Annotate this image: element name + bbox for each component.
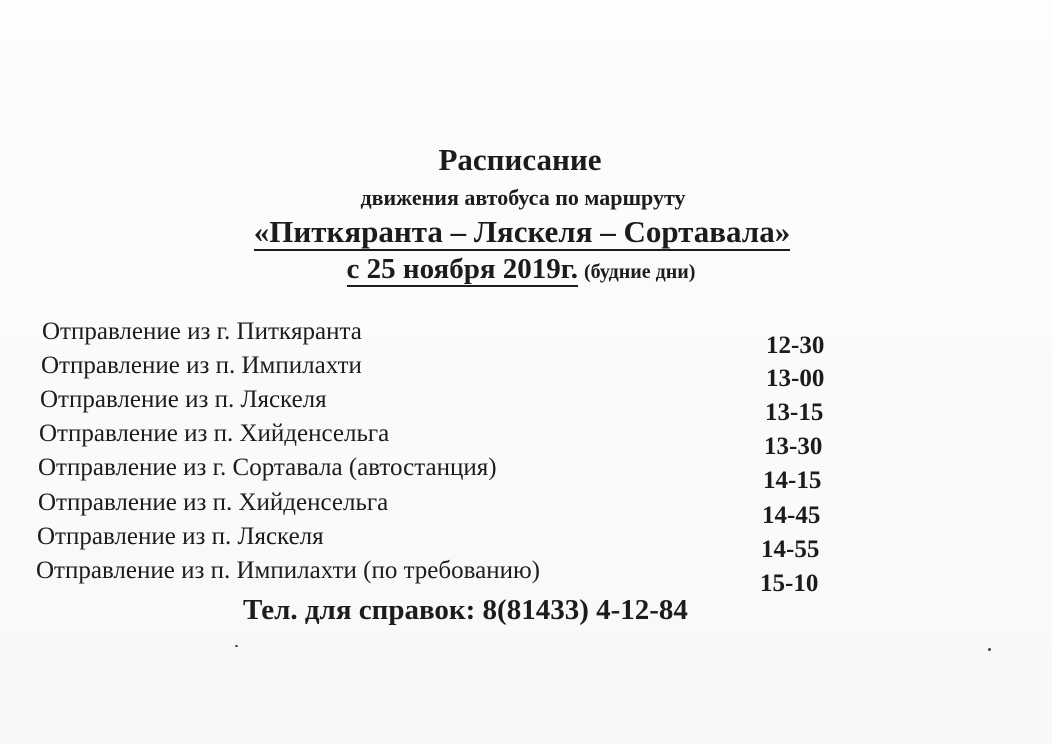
departure-time: 14-15	[763, 467, 822, 494]
days-note: (будние дни)	[583, 261, 696, 283]
departure-time: 14-45	[762, 502, 821, 529]
stop-name: Отправление из г. Питкяранта	[42, 318, 362, 345]
stop-name: Отправление из п. Ляскеля	[37, 523, 324, 550]
stop-name: Отправление из п. Импилахти	[41, 352, 362, 379]
schedule-title: Расписание	[438, 142, 602, 177]
departure-time: 15-10	[760, 570, 819, 597]
departure-time: 14-55	[761, 536, 820, 563]
phone-info: Тел. для справок: 8(81433) 4-12-84	[243, 594, 688, 626]
departure-time: 13-00	[766, 365, 825, 392]
schedule-subtitle: движения автобуса по маршруту	[360, 185, 686, 210]
route-name	[0, 214, 1048, 250]
stop-name: Отправление из п. Импилахти (по требованию)	[36, 557, 540, 584]
stop-name: Отправление из п. Хийденсельга	[38, 489, 389, 516]
stop-name: Отправление из п. Хийденсельга	[39, 420, 390, 447]
departure-time: 13-15	[765, 399, 824, 426]
scan-speck	[235, 645, 238, 647]
scan-speck	[988, 648, 991, 651]
stop-name: Отправление из г. Сортавала (автостанция)	[38, 454, 497, 481]
effective-date: с 25 ноября 2019г.	[346, 253, 578, 285]
departure-time: 13-30	[764, 433, 823, 460]
stop-name: Отправление из п. Ляскеля	[40, 386, 327, 413]
date-line	[0, 253, 1047, 286]
departure-time: 12-30	[766, 332, 825, 359]
route-name-text: «Питкяранта – Ляскеля – Сортавала»	[253, 214, 791, 249]
